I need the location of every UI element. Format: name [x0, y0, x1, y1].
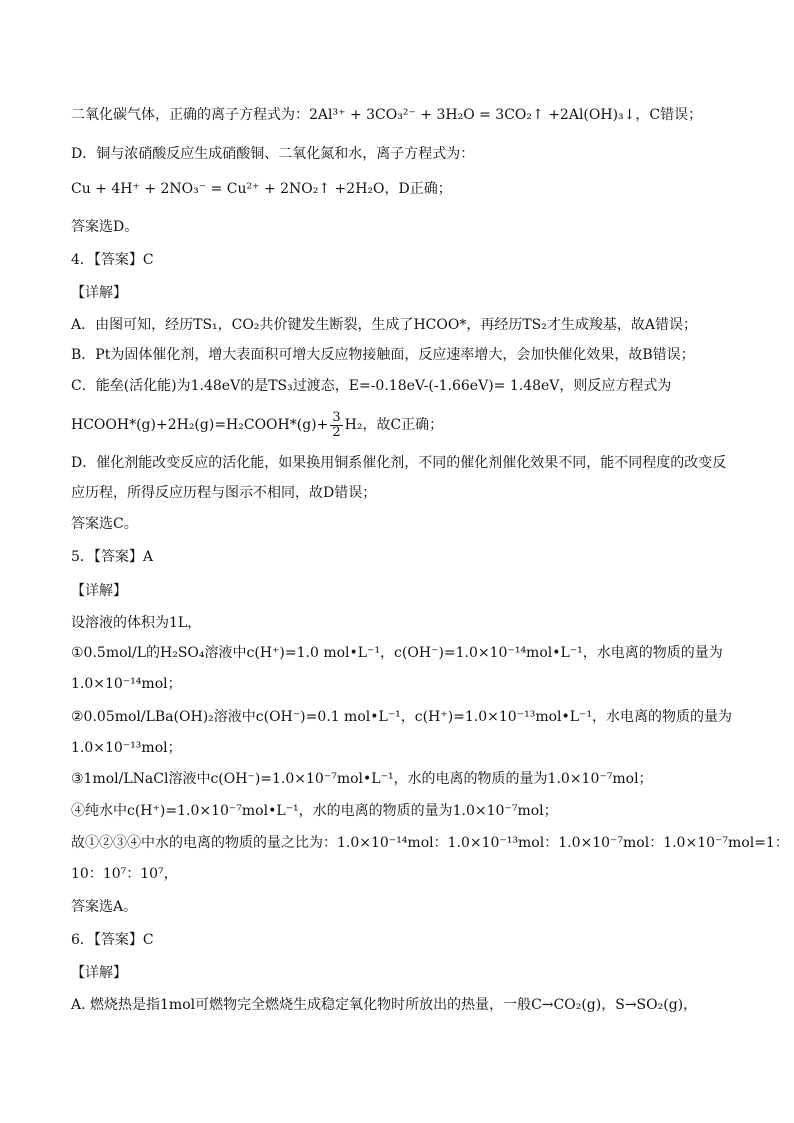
- text-line: Cu + 4H⁺ + 2NO₃⁻ = Cu²⁺ + 2NO₂↑ +2H₂O，D正确；: [71, 181, 452, 197]
- text-line: 设溶液的体积为1L，: [71, 615, 202, 631]
- text-line: 10：10⁷：10⁷，: [71, 866, 178, 882]
- text-line: ④纯水中c(H⁺)=1.0×10⁻⁷mol•L⁻¹，水的电离的物质的量为1.0×10⁻⁷mol；: [71, 803, 558, 819]
- section-detail-heading: 【详解】: [71, 965, 127, 981]
- section-answer: 5．【答案】A: [71, 549, 154, 565]
- equation-left: HCOOH*(g)+2H₂(g)=H₂COOH*(g)+: [71, 417, 329, 433]
- text-line: C．能垒(活化能)为1.48eV的是TS₃过渡态，E=-0.18eV-(-1.66eV)= 1.48eV，则反应方程式为: [71, 378, 672, 394]
- section-answer: 6．【答案】C: [71, 932, 154, 948]
- text-line: B．Pt为固体催化剂，增大表面积可增大反应物接触面，反应速率增大，会加快催化效果，故B错误；: [71, 347, 695, 363]
- text-line: 二氧化碳气体，正确的离子方程式为：2Al³⁺ + 3CO₃²⁻ + 3H₂O = 3CO₂↑ +2Al(OH)₃↓，C错误；: [71, 107, 703, 123]
- text-line: 1.0×10⁻¹³mol；: [71, 740, 182, 756]
- text-line: ②0.05mol/LBa(OH)₂溶液中c(OH⁻)=0.1 mol•L⁻¹，c(H⁺)=1.0×10⁻¹³mol•L⁻¹，水电离的物质的量为: [71, 709, 733, 725]
- section-detail-heading: 【详解】: [71, 583, 127, 599]
- fraction-denominator: 2: [332, 424, 341, 440]
- text-line: ①0.5mol/L的H₂SO₄溶液中c(H⁺)=1.0 mol•L⁻¹，c(OH⁻)=1.0×10⁻¹⁴mol•L⁻¹，水电离的物质的量为: [71, 645, 723, 661]
- text-line: ③1mol/LNaCl溶液中c(OH⁻)=1.0×10⁻⁷mol•L⁻¹，水的电离的物质的量为1.0×10⁻⁷mol；: [71, 771, 653, 787]
- text-line: 答案选A。: [71, 899, 138, 915]
- section-answer: 4．【答案】C: [71, 252, 154, 268]
- text-line: D．催化剂能改变反应的活化能，如果换用铜系催化剂，不同的催化剂催化效果不同，能不同程度的改变反: [71, 455, 727, 471]
- fraction: [330, 411, 342, 440]
- text-line: A．由图可知，经历TS₁，CO₂共价键发生断裂，生成了HCOO*，再经历TS₂才生成羧基，故A错误；: [71, 317, 697, 333]
- section-detail-heading: 【详解】: [71, 285, 127, 301]
- text-line: 答案选C。: [71, 516, 138, 532]
- text-line: 故①②③④中水的电离的物质的量之比为：1.0×10⁻¹⁴mol：1.0×10⁻¹³mol：1.0×10⁻⁷mol：1.0×10⁻⁷mol=1：: [71, 835, 789, 851]
- equation-right: H₂，故C正确；: [344, 417, 444, 433]
- text-line: A. 燃烧热是指1mol可燃物完全燃烧生成稳定氧化物时所放出的热量，一般C→CO₂(g)，S→SO₂(g)，: [71, 997, 698, 1013]
- text-line: 1.0×10⁻¹⁴mol；: [71, 676, 182, 692]
- text-line: 应历程，所得反应历程与图示不相同，故D错误；: [71, 485, 377, 501]
- fraction-numerator: 3: [332, 409, 341, 425]
- reaction-equation: [71, 410, 734, 440]
- text-line: 答案选D。: [71, 219, 139, 235]
- text-line: D．铜与浓硝酸反应生成硝酸铜、二氧化氮和水，离子方程式为：: [71, 146, 475, 162]
